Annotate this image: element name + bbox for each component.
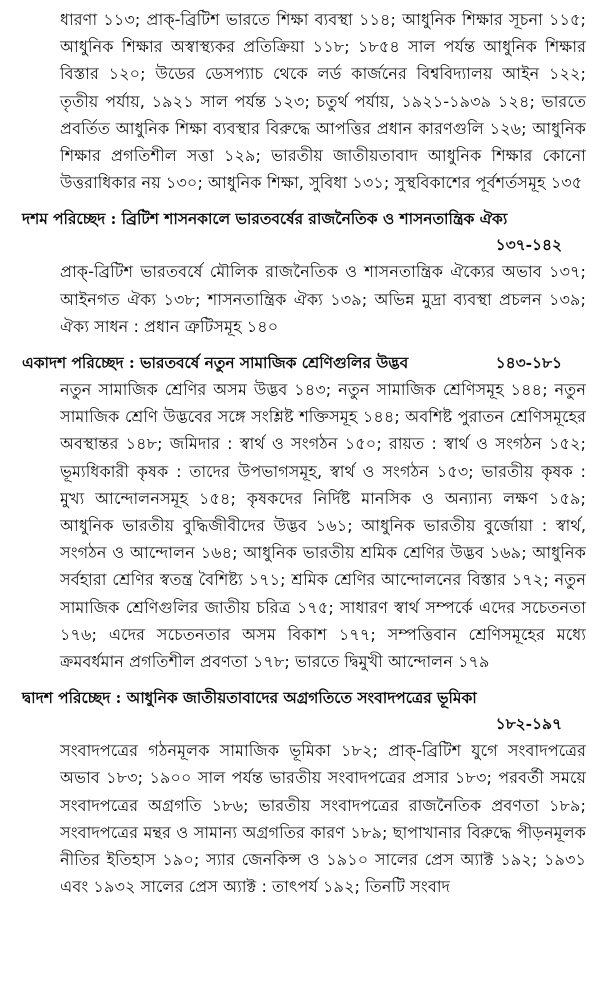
chapter-11-body: নতুন সামাজিক শ্রেণির অসম উদ্ভব ১৪৩; নতুন সামাজিক শ্রেণিসমূহ ১৪৪; নতুন সামাজিক শ্রেণি উদ্ভবের সঙ্গে সংশ্লিষ্ট শক্তিসমূহ ১৪৪; অবশিষ্ট পুরাতন শ্রেণিসমূহের অবস্থান্তর ১৪৮; জমিদার : স্বার্থ ও সংগঠন ১৫০; রায়ত : স্বার্থ ও সংগঠন ১৫২; ভূম্যধিকারী কৃষক : তাদের উপভাগসমূহ, স্বার্থ ও সংগঠন ১৫৩; ভারতীয় কৃষক : মুখ্য আন্দোলনসমূহ ১৫৪; কৃষকদের নির্দিষ্ট মানসিক ও অন্যান্য লক্ষণ ১৫৯; আধুনিক ভারতীয় বুদ্ধিজীবীদের উদ্ভব ১৬১; আধুনিক ভারতীয় বুর্জোয়া : স্বার্থ, সংগঠন ও আন্দোলন ১৬৪; আধুনিক ভারতীয় শ্রমিক শ্রেণির উদ্ভব ১৬৯; আধুনিক সর্বহারা শ্রেণির স্বতন্ত্র বৈশিষ্ট্য ১৭১; শ্রমিক শ্রেণির আন্দোলনের বিস্তার ১৭২; নতুন সামাজিক শ্রেণিগুলির জাতীয় চরিত্র ১৭৫; সাধারণ স্বার্থ সম্পর্কে এদের সচেতনতা ১৭৬; এদের সচেতনতার অসম বিকাশ ১৭৭; সম্পত্তিবান শ্রেণিসমূহের মধ্যে ক্রমবর্ধমান প্রগতিশীল প্রবণতা ১৭৮; ভারতে দ্বিমুখী আন্দোলন ১৭৯	[60, 380, 586, 672]
chapter-11-heading: একাদশ পরিচ্ছেদ : ভারতবর্ষে নতুন সামাজিক শ্রেণিগুলির উদ্ভব	[22, 354, 409, 373]
chapter-10-pages: ১৩৭-১৪২	[495, 236, 562, 255]
chapter-12-pages: ১৮২-১৯৭	[495, 715, 562, 734]
chapter-12-body: সংবাদপত্রের গঠনমূলক সামাজিক ভূমিকা ১৮২; প্রাক্-ব্রিটিশ যুগে সংবাদপত্রের অভাব ১৮৩; ১৯০০ সাল পর্যন্ত ভারতীয় সংবাদপত্রের প্রসার ১৮৩; পরবর্তী সময়ে সংবাদপত্রের অগ্রগতি ১৮৬; ভারতীয় সংবাদপত্রের রাজনৈতিক প্রবণতা ১৮৯; সংবাদপত্রের মন্থর ও সামান্য অগ্রগতির কারণ ১৮৯; ছাপাখানার বিরুদ্ধে পীড়নমূলক নীতির ইতিহাস ১৯০; স্যার জেনকিন্স ও ১৯১০ সালের প্রেস অ্যাক্ট ১৯২; ১৯৩১ এবং ১৯৩২ সালের প্রেস অ্যাক্ট : তাৎপর্য ১৯২; তিনটি সংবাদ	[60, 741, 586, 897]
chapter-10	[22, 206, 586, 340]
chapter-12	[22, 685, 586, 900]
chapter-11	[22, 340, 586, 675]
chapter-10-heading: দশম পরিচ্ছেদ : ব্রিটিশ শাসনকালে ভারতবর্ষের রাজনৈতিক ও শাসনতান্ত্রিক ঐক্য	[22, 210, 508, 229]
chapter-12-heading: দ্বাদশ পরিচ্ছেদ : আধুনিক জাতীয়তাবাদের অগ্রগতিতে সংবাদপত্রের ভূমিকা	[22, 689, 477, 708]
chapter-10-body: প্রাক্-ব্রিটিশ ভারতবর্ষে মৌলিক রাজনৈতিক ও শাসনতান্ত্রিক ঐক্যের অভাব ১৩৭; আইনগত ঐক্য ১৩৮; শাসনতান্ত্রিক ঐক্য ১৩৯; অভিন্ন মুদ্রা ব্যবস্থা প্রচলন ১৩৯; ঐক্য সাধন : প্রধান ত্রুটিসমূহ ১৪০	[60, 262, 586, 336]
chapter-11-pages: ১৪৩-১৮১	[495, 354, 562, 373]
intro-paragraph: ধারণা ১১৩; প্রাক্-ব্রিটিশ ভারতে শিক্ষা ব্যবস্থা ১১৪; আধুনিক শিক্ষার সূচনা ১১৫; আধুনিক শিক্ষার অস্বাস্থ্যকর প্রতিক্রিয়া ১১৮; ১৮৫৪ সাল পর্যন্ত আধুনিক শিক্ষার বিস্তার ১২০; উডের ডেসপ্যাচ থেকে লর্ড কার্জনের বিশ্ববিদ্যালয় আইন ১২২; তৃতীয় পর্যায়, ১৯২১ সাল পর্যন্ত ১২৩; চতুর্থ পর্যায়, ১৯২১-১৯৩৯ ১২৪; ভারতে প্রবর্তিত আধুনিক শিক্ষা ব্যবস্থার বিরুদ্ধে আপত্তির প্রধান কারণগুলি ১২৬; আধুনিক শিক্ষার প্রগতিশীল সত্তা ১২৯; ভারতীয় জাতীয়তাবাদ আধুনিক শিক্ষার কোনো উত্তরাধিকার নয় ১৩০; আধুনিক শিক্ষা, সুবিধা ১৩১; সুস্থবিকাশের পূর্বশর্তসমূহ ১৩৫	[60, 10, 586, 193]
